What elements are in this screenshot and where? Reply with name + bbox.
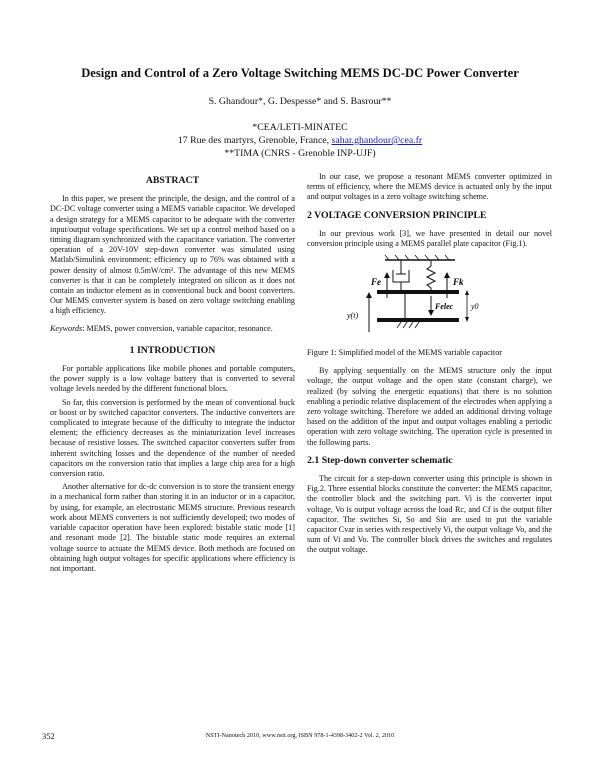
keywords-text: : MEMS, power conversion, variable capacitor, resonance. [82,323,273,333]
keywords [50,324,295,334]
intro-paragraph-2: So far, this conversion is performed by the mean of conventional buck or boost or by switched capacitor converters. The inductive converters are complicated to integrate because of the difficulty to integrate the inductor element; the efficiency decreases as the miniaturization level increases because of resistive losses. The switched capacitor converters suffer from inherent switching losses and the dependence of the number of needed capacitors on the conversion ratio that implies a large chip area for a high conversion ratio. [50,397,295,479]
keywords-label: Keywords [50,323,83,333]
introduction-heading: 1 INTRODUCTION [129,344,216,356]
affiliation-2: **TIMA (CNRS - Grenoble INP-UJF) [224,148,376,159]
y0-label: y0 [471,302,479,312]
figure-1-caption: Figure 1: Simplified model of the MEMS variable capacitor [307,348,502,358]
address-line [0,134,600,147]
email-link[interactable]: sahar.ghandour@cea.fr [331,135,423,146]
right-paragraph-previous: In our previous work [3], we have presented in detail our novel conversion principle using a MEMS parallel plate capacitor (Fig.1). [307,228,552,249]
footer-citation: NSTI-Nanotech 2010, www.nsti.org, ISBN 978-1-4398-3402-2 Vol. 2, 2010 [205,732,395,739]
abstract-heading: ABSTRACT [145,175,200,186]
right-paragraph-case: In our case, we propose a resonant MEMS converter optimized in terms of efficiency, where the MEMS device is actuated only by the input and output voltages in a zero voltage switching scheme. [307,172,552,202]
section-2-1-heading: 2.1 Step-down converter schematic [307,454,453,466]
abstract-text: In this paper, we present the principle, the design, and the control of a DC-DC voltage converter using a MEMS variable capacitor. We developed a design strategy for a MEMS capacitor to be adequate with the converter input/output voltage specifications. We set up a control method based on a timing diagram synchronized with the capacitance variation. The converter operation of a 20V-10V step-down converter was simulated using Matlab/Simulink environment; efficiency up to 76% was obtained with a power density of almost 0.5mW/cm². The advantage of this new MEMS converter is that it can be completely integrated on silicon as it does not contain an inductor element as in conventional buck and boost converters. Our MEMS converter system is based on zero voltage switching enabling a high efficiency. [50,194,295,316]
right-column [307,172,552,559]
address-prefix: 17 Rue des martyrs, Grenoble, France, [177,135,330,146]
felec-label: Felec [435,302,454,312]
damper [393,260,409,290]
fe-label: Fe [371,277,381,288]
authors: S. Ghandour*, G. Despesse* and S. Basrour** [208,96,392,107]
intro-paragraph-3: Another alternative for dc-dc conversion is to store the transient energy in a mechanical form rather than storing it in an inductor or in a capacitor, by using, for example, an electrostatic MEMS structure. Previous research work about MEMS converters is not sufficiently developed; two modes of variable capacitor operation have been explored: bistable static mode [1] and resonant mode [2]. The bistable static mode requires an external voltage source to actuate the MEMS device. Both methods are focused on obtaining high output voltages for specific applications where efficiency is not important. [50,482,295,573]
felec-arrowhead [428,310,434,316]
figure-1-mems-model [307,252,552,344]
page-number: 352 [42,731,55,741]
bottom-hatch [397,322,419,328]
fk-label: Fk [453,277,464,288]
paper-title: Design and Control of a Zero Voltage Switching MEMS DC-DC Power Converter [81,66,519,80]
yt-label: y(t) [347,311,359,321]
intro-paragraph-1: For portable applications like mobile phones and portable computers, the power supply is a low voltage battery that is converted to several voltage levels needed by the different functional blocs. [50,364,295,394]
right-paragraph-apply: By applying sequentially on the MEMS structure only the input voltage, the output voltage and the open state (constant charge), we realized (by solving the energetic equations) that there is no solution enabling a periodic relative displacement of the electrodes when applying a zero voltage switching. Therefore we added an additional driving voltage based on the addition of the input and output voltages enabling a periodic operation with zero voltage switching. The operation cycle is presented in the following parts. [307,366,553,447]
fe-arrowhead [384,272,390,278]
section-2-heading: 2 VOLTAGE CONVERSION PRINCIPLE [307,209,487,221]
right-paragraph-circuit: The circuit for a step-down converter using this principle is shown in Fig.2. Three essential blocks constitute the converter: the MEMS capacitor, the controller block and the switching part. Vi is the converter input voltage, Vo is output voltage across the load Rc, and Cf is the output filter capacitor. The switches Si, So and Sio are used to put the variable capacitor Cvar in series with respectively Vi, the output voltage Vo, and the sum of Vi and Vo. The controller block drives the switches and regulates the output voltage. [307,474,553,555]
fk-arrowhead [444,272,450,278]
spring [427,260,435,290]
fixed-plate [377,318,459,322]
left-column [50,170,295,577]
affiliation-1: *CEA/LETI-MINATEC [252,122,348,133]
